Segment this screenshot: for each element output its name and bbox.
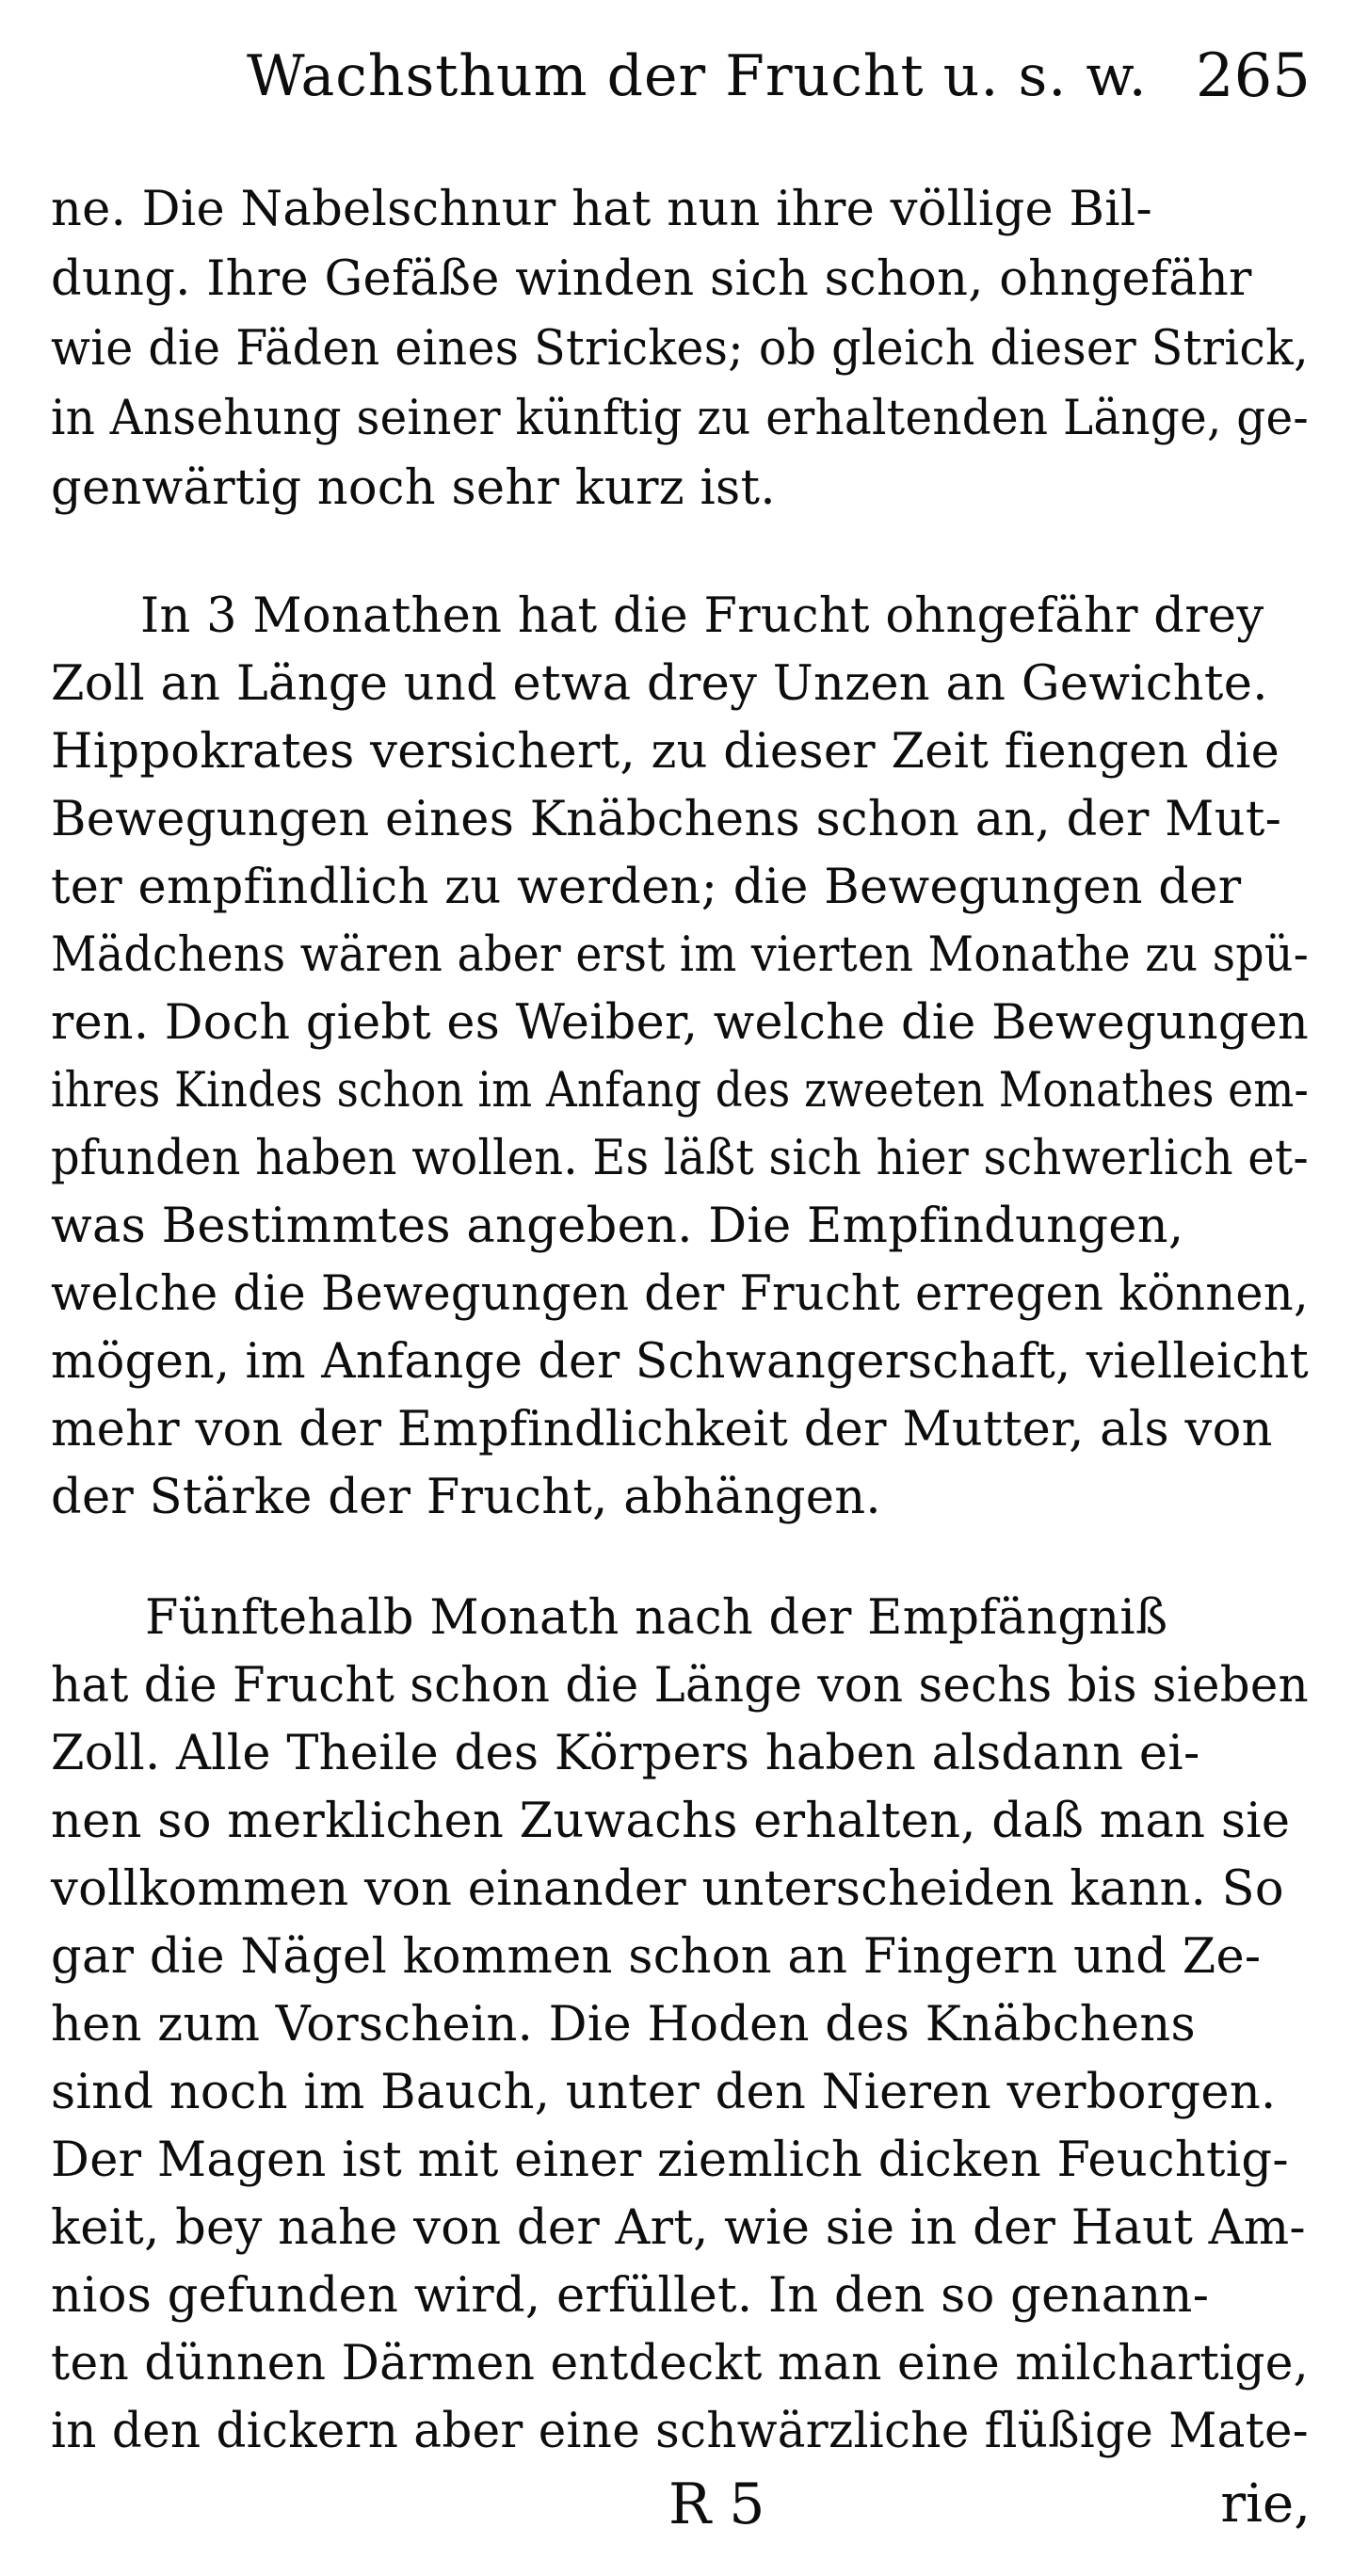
text-line: mögen, im Anfange der Schwangerschaft, vielleicht [51, 1334, 1309, 1390]
text-line: welche die Bewegungen der Frucht erregen können, [51, 1266, 1309, 1322]
text-line: Zoll. Alle Theile des Körpers haben alsdann ei- [51, 1726, 1200, 1781]
text-line: was Bestimmtes angeben. Die Empfindungen, [51, 1199, 1184, 1254]
text-line: nios gefunden wird, erfüllet. In den so genann- [51, 2268, 1210, 2324]
running-head [247, 34, 1311, 119]
text-line: mehr von der Empfindlichkeit der Mutter, als von [51, 1402, 1273, 1457]
text-line: keit, bey nahe von der Art, wie sie in der Haut Am- [51, 2200, 1306, 2256]
text-line: hat die Frucht schon die Länge von sechs bis sieben [51, 1658, 1310, 1714]
text-line: Zoll an Länge und etwa drey Unzen an Gewichte. [51, 656, 1268, 712]
text-line: genwärtig noch sehr kurz ist. [51, 460, 776, 516]
text-line: ten dünnen Därmen entdeckt man eine milchartige, [51, 2336, 1310, 2391]
page-number: 265 [1195, 41, 1311, 111]
text-line: ren. Doch giebt es Weiber, welche die Bewegungen [51, 995, 1310, 1051]
text-line: ter empfindlich zu werden; die Bewegungen der [51, 860, 1242, 915]
text-line: in den dickern aber eine schwärzliche flüßige Mate- [51, 2404, 1309, 2459]
text-line: wie die Fäden eines Strickes; ob gleich dieser Strick, [51, 321, 1309, 377]
text-line: ihres Kindes schon im Anfang des zweeten Monathes em- [51, 1063, 1310, 1119]
text-line: pfunden haben wollen. Es läßt sich hier schwerlich et- [51, 1131, 1309, 1186]
text-line: nen so merklichen Zuwachs erhalten, daß man sie [51, 1794, 1291, 1849]
text-line: der Stärke der Frucht, abhängen. [51, 1470, 881, 1525]
text-line: ne. Die Nabelschnur hat nun ihre völlige Bil- [51, 182, 1153, 237]
text-line: in Ansehung seiner künftig zu erhaltenden Länge, ge- [51, 391, 1309, 446]
text-line: Hippokrates versichert, zu dieser Zeit fiengen die [51, 724, 1280, 780]
running-title: Wachsthum der Frucht u. s. w. [247, 43, 1148, 109]
text-line: dung. Ihre Gefäße winden sich schon, ohngefähr [51, 251, 1252, 307]
text-line: sind noch im Bauch, unter den Nieren verborgen. [51, 2065, 1277, 2120]
catchword: rie, [1220, 2473, 1311, 2535]
text-line: Der Magen ist mit einer ziemlich dicken Feuchtig- [51, 2133, 1289, 2188]
text-line: Bewegungen eines Knäbchens schon an, der Mut- [51, 792, 1282, 847]
signature-mark: R 5 [668, 2471, 765, 2537]
text-line-indented: In 3 Monathen hat die Frucht ohngefähr drey [140, 588, 1264, 644]
text-line: vollkommen von einander unterscheiden kann. So [51, 1861, 1284, 1917]
text-line: Mädchens wären aber erst im vierten Monathe zu spü- [51, 927, 1310, 983]
text-line-indented: Fünftehalb Monath nach der Empfängniß [145, 1590, 1168, 1646]
text-line: hen zum Vorschein. Die Hoden des Knäbchens [51, 1997, 1197, 2053]
text-line: gar die Nägel kommen schon an Fingern und Ze- [51, 1929, 1262, 1985]
